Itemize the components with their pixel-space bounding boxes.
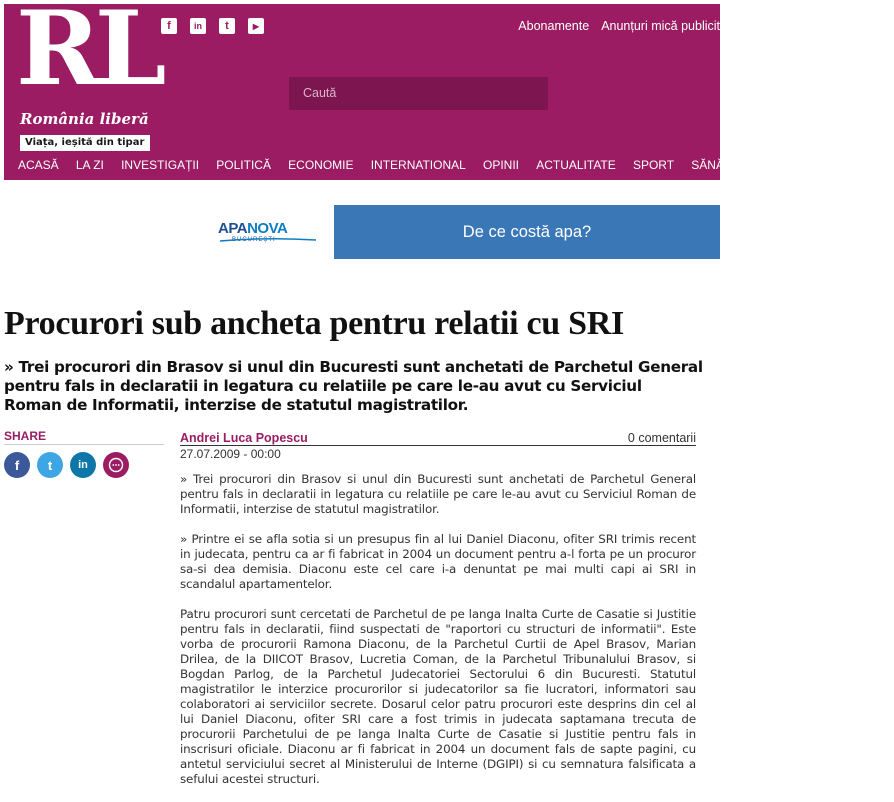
- logo-letters: RL: [16, 0, 161, 109]
- social-links: [161, 18, 264, 34]
- nav-item-opinii[interactable]: OPINII: [483, 158, 520, 172]
- nav-item-politica[interactable]: POLITICĂ: [216, 158, 271, 172]
- ad-brand-logo[interactable]: [218, 220, 318, 254]
- comments-count[interactable]: 0 comentarii: [627, 431, 696, 445]
- site-header: [4, 0, 886, 180]
- share-label: SHARE: [4, 429, 47, 443]
- article-date: 27.07.2009 - 00:00: [180, 447, 281, 461]
- nav-item-economie[interactable]: ECONOMIE: [288, 158, 354, 172]
- ad-brand-sub: BUCUREȘTI: [232, 237, 276, 243]
- article-paragraph: » Printre ei se afla sotia si un presupus fin al lui Daniel Diaconu, ofiter SRI trimis recent in judecata, pentru ca ar fi fabricat in 2004 un document pentru a-l forta pe un procuror sa-si dea demisia. Diaconu este cel care i-a denuntat pe mai multi capi ai SRI in scandalul apartamentelor.: [180, 532, 696, 591]
- article-paragraph: » Trei procurori din Brasov si unul din Bucuresti sunt anchetati de Parchetul General pentru fals in declaratii in legatura cu relatiile pe care le-au avut cu Serviciul Roman de Informatii, interzise de statutul magistratilor.: [180, 472, 696, 516]
- share-linkedin-icon[interactable]: in: [70, 452, 96, 478]
- facebook-icon[interactable]: f: [161, 18, 177, 34]
- site-logo[interactable]: [16, 0, 161, 156]
- swoosh-icon: [218, 237, 318, 243]
- nav-item-international[interactable]: INTERNATIONAL: [370, 158, 466, 172]
- share-facebook-icon[interactable]: f: [4, 452, 30, 478]
- logo-tagline: Viața, ieșită din tipar: [20, 135, 150, 151]
- youtube-icon[interactable]: ▶: [248, 18, 264, 34]
- search-input[interactable]: Caută: [289, 77, 548, 110]
- article-paragraph: Patru procurori sunt cercetati de Parchetul de pe langa Inalta Curte de Casatie si Justitie pentru fals in declaratii, fiind suspectati de "raportori cu structuri de informatii". Este vorba de procurorii Ramona Diaconu, de la Parchetul Curtii de Apel Brasov, Marian Drilea, de la DIICOT Brasov, Lucretia Coman, de la Parchetul Tribunalului Brasov, si Bogdan Parlog, de la Parchetul Judecatoriei Sectorului 6 din Bucuresti. Statutul magistratilor le interzice procurorilor si judecatorilor sa fie lucratori, informatori sau colaboratori ai serviciilor secrete. Dosarul celor patru procurori este desprins din cel al lui Daniel Diaconu, ofiter SRI care a fost trimis in judecata saptamana trecuta de procurorii Parchetului de pe langa Inalta Curte de Casatie si Justitie pentru fals in inscrisuri oficiale. Diaconu ar fi fabricat in 2004 un document fals de sapte pagini, cu antetul serviciului secret al Ministerului de Interne (DGIPI) si cu semnatura falsificata a sefului acestei structuri.: [180, 607, 696, 786]
- article-author[interactable]: Andrei Luca Popescu: [180, 431, 308, 445]
- nav-item-gdpr[interactable]: GDPR: [850, 158, 886, 172]
- top-links: [518, 19, 720, 33]
- share-divider: [4, 444, 164, 445]
- share-messenger-icon[interactable]: [103, 452, 129, 478]
- nav-item-acasa[interactable]: ACASĂ: [18, 158, 59, 172]
- nav-item-sanatate[interactable]: SĂNĂTATE: [691, 158, 753, 172]
- linkedin-icon[interactable]: in: [190, 18, 206, 34]
- article-body: [180, 472, 696, 802]
- logo-name: România liberă: [20, 110, 149, 128]
- share-twitter-icon[interactable]: t: [37, 452, 63, 478]
- nav-item-actualitate[interactable]: ACTUALITATE: [536, 158, 616, 172]
- share-buttons: [4, 452, 129, 478]
- subscriptions-link[interactable]: Abonamente: [518, 19, 590, 33]
- main-nav: [4, 154, 886, 176]
- ad-banner-button[interactable]: De ce costă apa?: [334, 205, 720, 259]
- nav-item-lifestyle[interactable]: LIFESTYLE: [770, 158, 834, 172]
- ad-brand-text: APANOVA: [218, 220, 288, 237]
- nav-item-la-zi[interactable]: LA ZI: [75, 158, 104, 172]
- meta-divider: [180, 445, 696, 446]
- nav-item-investigatii[interactable]: INVESTIGAȚII: [121, 158, 200, 172]
- classifieds-link[interactable]: Anunțuri mică publicit: [601, 19, 720, 33]
- messenger-icon: [108, 457, 124, 473]
- article-title: Procurori sub ancheta pentru relatii cu SRI: [4, 305, 624, 342]
- article-lead: » Trei procurori din Brasov si unul din Bucuresti sunt anchetati de Parchetul General pentru fals in declaratii in legatura cu relatiile pe care le-au avut cu Serviciul Roman de Informatii, interzise de statutul magistratilor.: [4, 358, 703, 414]
- nav-item-sport[interactable]: SPORT: [632, 158, 675, 172]
- twitter-icon[interactable]: t: [219, 18, 235, 34]
